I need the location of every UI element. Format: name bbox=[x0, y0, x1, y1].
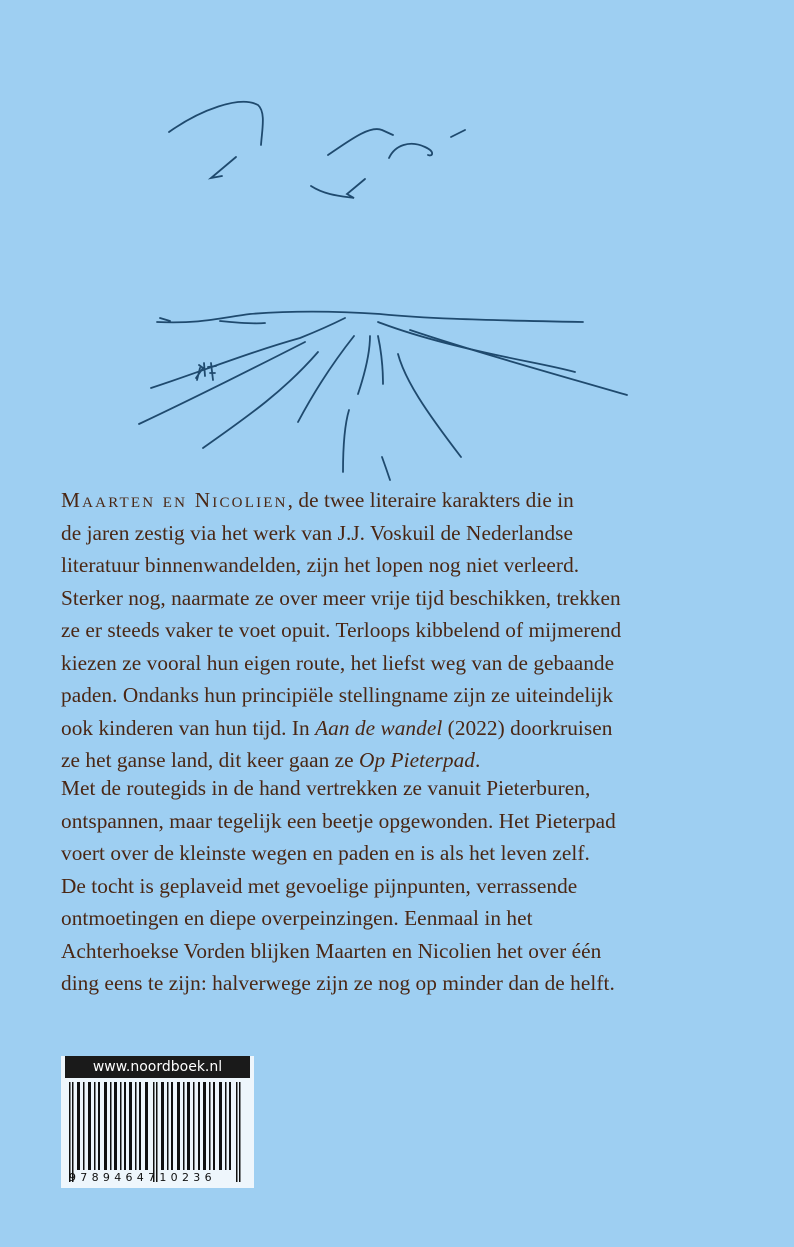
blurb-line: De tocht is geplaveid met gevoelige pijnpunten, verrassende bbox=[61, 873, 578, 898]
character-names-smallcaps: Maarten en Nicolien bbox=[61, 488, 288, 512]
blurb-line: ze er steeds vaker te voet opuit. Terloops kibbelend of mijmerend bbox=[61, 618, 622, 642]
blurb-line: literatuur binnenwandelden, zijn het lopen nog niet verleerd. bbox=[61, 553, 580, 577]
isbn-digits: 9789464710236 bbox=[69, 1171, 216, 1184]
blurb-line: ontspannen, maar tegelijk een beetje opgewonden. Het Pieterpad bbox=[61, 808, 616, 833]
blurb-line: Sterker nog, naarmate ze over meer vrije tijd beschikken, trekken bbox=[61, 585, 621, 610]
blurb-line: de jaren zestig via het werk van J.J. Voskuil de Nederlandse bbox=[61, 520, 574, 545]
blurb-paragraph-2 bbox=[61, 772, 751, 1000]
blurb-line: Met de routegids in de hand vertrekken ze vanuit Pieterburen, bbox=[61, 776, 591, 800]
book-title-aan-de-wandel: Aan de wandel bbox=[315, 715, 443, 740]
publisher-url: www.noordboek.nl bbox=[65, 1056, 250, 1078]
blurb-line: ook kinderen van hun tijd. In Aan de wandel (2022) doorkruisen bbox=[61, 715, 613, 740]
blurb-line: Maarten en Nicolien, de twee literaire karakters die in bbox=[61, 488, 574, 512]
blurb-line: Achterhoekse Vorden blijken Maarten en Nicolien het over één bbox=[61, 938, 602, 963]
blurb-line: paden. Ondanks hun principiële stellingname zijn ze uiteindelijk bbox=[61, 683, 614, 707]
book-title-op-pieterpad: Op Pieterpad bbox=[359, 748, 475, 772]
blurb-paragraph-1 bbox=[61, 484, 751, 777]
landscape-sketch-illustration bbox=[0, 0, 794, 520]
blurb-line: ze het ganse land, dit keer gaan ze Op Pieterpad. bbox=[61, 748, 481, 772]
blurb-line: voert over de kleinste wegen en paden en is als het leven zelf. bbox=[61, 841, 590, 865]
blurb-line: ontmoetingen en diepe overpeinzingen. Eenmaal in het bbox=[61, 906, 533, 930]
blurb-line: ding eens te zijn: halverwege zijn ze nog op minder dan de helft. bbox=[61, 971, 615, 995]
isbn-barcode bbox=[61, 1056, 254, 1188]
blurb-line: kiezen ze vooral hun eigen route, het liefst weg van de gebaande bbox=[61, 650, 615, 675]
